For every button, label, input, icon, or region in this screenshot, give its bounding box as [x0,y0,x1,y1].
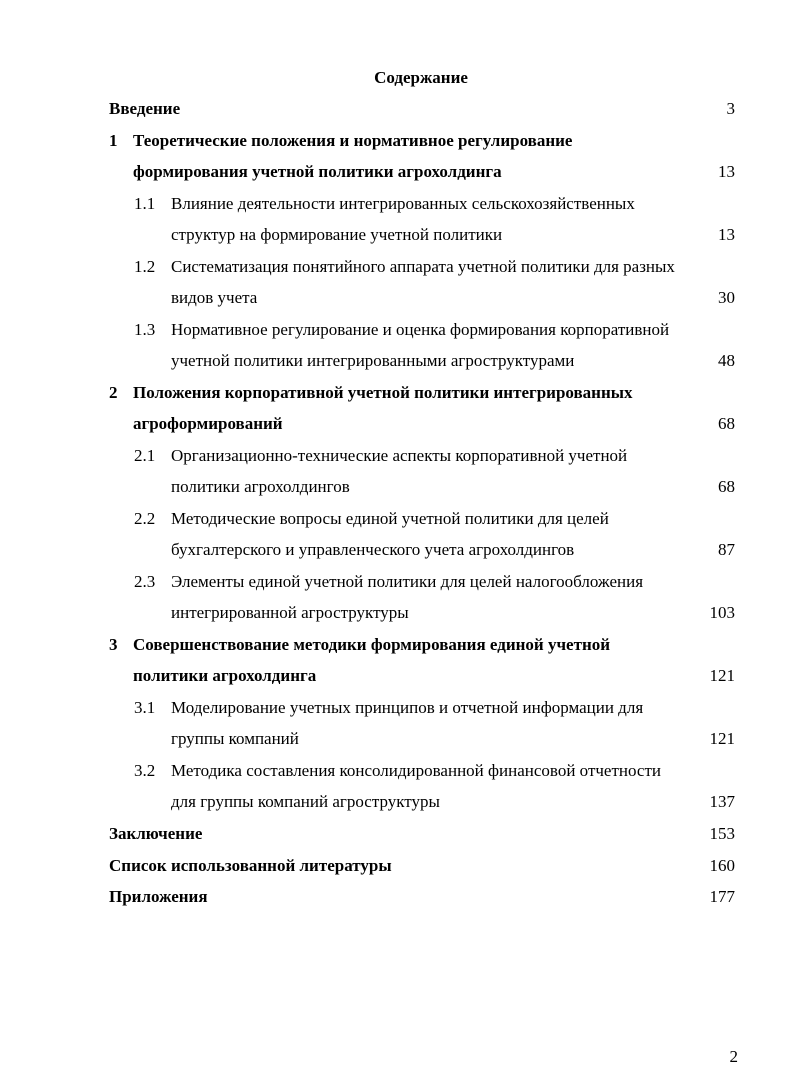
toc-3-2-line1: Методика составления консолидированной финансовой отчетности [171,761,662,780]
toc-1-2-line1: Систематизация понятийного аппарата учетной политики для разных [171,257,675,276]
toc-1-2-number: 1.2 [134,257,156,276]
toc-references-page: 160 [709,856,735,875]
toc-2-1-line1: Организационно-технические аспекты корпоративной учетной [171,446,628,465]
toc-2-1-number: 2.1 [134,446,156,465]
toc-2-3-line2: интегрированной агроструктуры [171,603,409,622]
toc-1-1-page: 13 [718,225,735,244]
toc-ch1-title-line1: Теоретические положения и нормативное регулирование [133,131,573,150]
toc-appendices-page: 177 [709,887,735,906]
toc-3-1-line2: группы компаний [171,729,299,748]
toc-intro-label: Введение [109,99,181,118]
toc-2-3-number: 2.3 [134,572,156,591]
toc-2-1-page: 68 [718,477,735,496]
toc-3-2-line2: для группы компаний агроструктуры [171,792,440,811]
toc-1-1-line1: Влияние деятельности интегрированных сельскохозяйственных [171,194,635,213]
toc-ch3-title-line2: политики агрохолдинга [133,666,317,685]
toc-2-2-line1: Методические вопросы единой учетной политики для целей [171,509,609,528]
toc-intro-page: 3 [726,99,735,118]
toc-1-2-line2: видов учета [171,288,258,307]
toc-references-label: Список использованной литературы [109,856,392,875]
toc-1-3-line1: Нормативное регулирование и оценка формирования корпоративной [171,320,670,339]
toc-ch2-number: 2 [109,383,118,402]
toc-2-3-line1: Элементы единой учетной политики для целей налогообложения [171,572,644,591]
toc-1-3-page: 48 [718,351,735,370]
toc-3-2-page: 137 [709,792,735,811]
toc-ch3-page: 121 [709,666,735,685]
toc-ch2-title-line1: Положения корпоративной учетной политики интегрированных [133,383,633,402]
toc-2-3-page: 103 [709,603,735,622]
toc-ch1-page: 13 [718,162,735,181]
toc-1-1-line2: структур на формирование учетной политики [171,225,503,244]
toc-2-2-page: 87 [718,540,735,559]
toc-conclusion-label: Заключение [109,824,203,843]
toc-2-1-line2: политики агрохолдингов [171,477,350,496]
toc-conclusion-page: 153 [709,824,735,843]
toc-ch1-number: 1 [109,131,118,150]
toc-2-2-number: 2.2 [134,509,156,528]
page-title: Содержание [374,68,468,87]
toc-1-2-page: 30 [718,288,735,307]
page-number: 2 [729,1047,738,1066]
toc-3-1-line1: Моделирование учетных принципов и отчетной информации для [171,698,644,717]
toc-ch2-title-line2: агроформирований [133,414,283,433]
toc-1-1-number: 1.1 [134,194,156,213]
toc-ch2-page: 68 [718,414,735,433]
toc-1-3-number: 1.3 [134,320,156,339]
toc-1-3-line2: учетной политики интегрированными агроструктурами [171,351,575,370]
toc-3-2-number: 3.2 [134,761,156,780]
toc-ch3-title-line1: Совершенствование методики формирования единой учетной [133,635,611,654]
toc-ch3-number: 3 [109,635,118,654]
toc-3-1-number: 3.1 [134,698,156,717]
toc-ch1-title-line2: формирования учетной политики агрохолдинга [133,162,502,181]
toc-3-1-page: 121 [709,729,735,748]
toc-appendices-label: Приложения [109,887,208,906]
toc-2-2-line2: бухгалтерского и управленческого учета агрохолдингов [171,540,575,559]
